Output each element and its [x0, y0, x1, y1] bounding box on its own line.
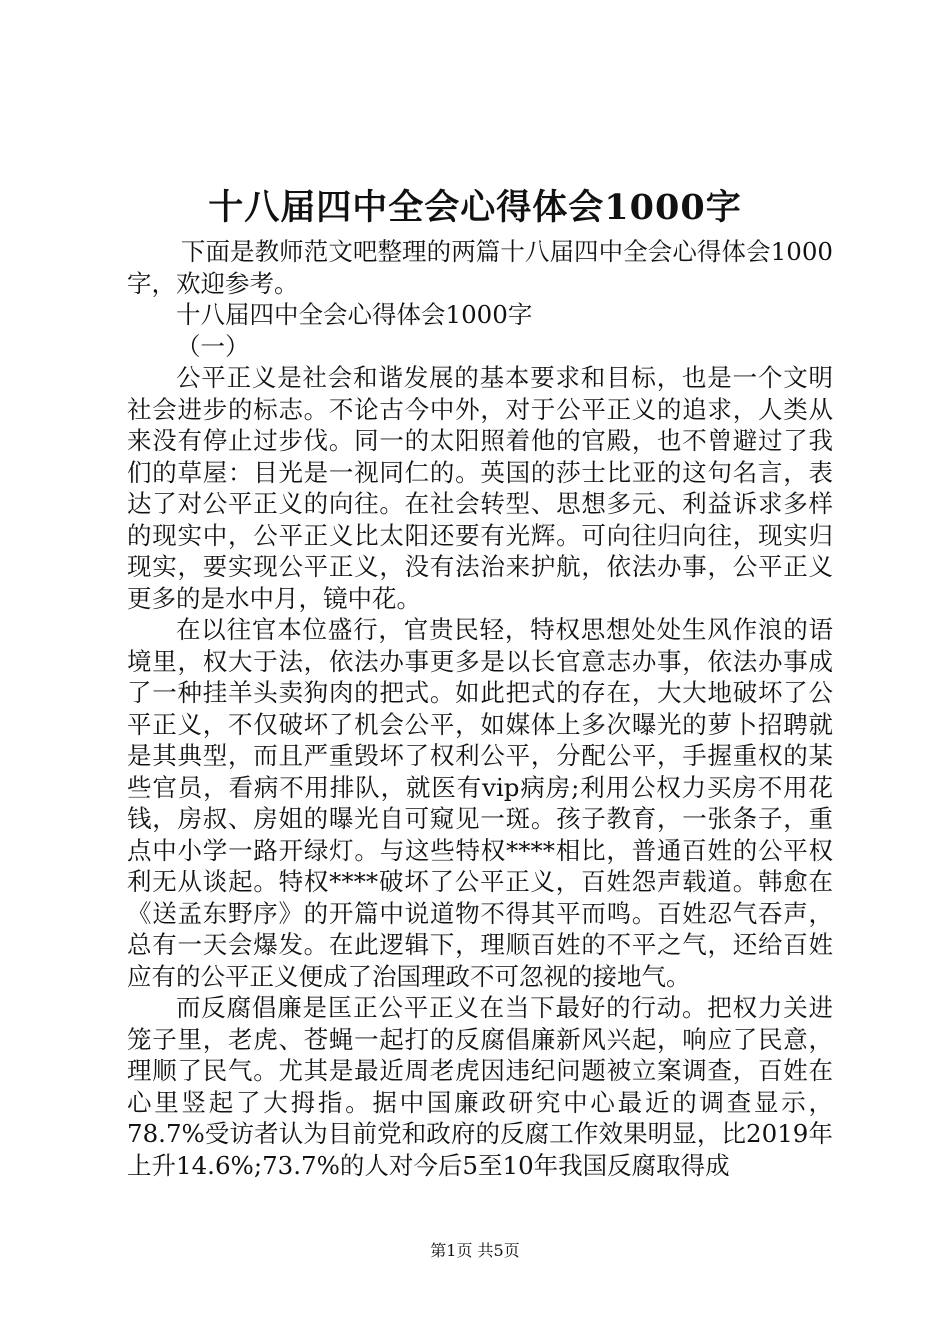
document-body [127, 236, 833, 1181]
intro-paragraph: 下面是教师范文吧整理的两篇十八届四中全会心得体会1000字，欢迎参考。 [127, 237, 833, 298]
page-footer: 第1页 共5页 [430, 1241, 520, 1260]
body-paragraph-2: 在以往官本位盛行，官贵民轻，特权思想处处生风作浪的语境里，权大于法，依法办事更多是以长官意志办事，依法办事成了一种挂羊头卖狗肉的把式。如此把式的存在，大大地破坏了公平正义，不仅破坏了机会公平，如媒体上多次曝光的萝卜招聘就是其典型，而且严重毁坏了权利公平，分配公平，手握重权的某些官员，看病不用排队，就医有vip病房;利用公权力买房不用花钱，房叔、房姐的曝光自可窥见一斑。孩子教育，一张条子，重点中小学一路开绿灯。与这些特权****相比，普通百姓的公平权利无从谈起。特权****破坏了公平正义，百姓怨声载道。韩愈在《送孟东野序》的开篇中说道物不得其平而鸣。百姓忍气吞声，总有一天会爆发。在此逻辑下，理顺百姓的不平之气，还给百姓应有的公平正义便成了治国理政不可忽视的接地气。 [127, 615, 833, 991]
section-subtitle: 十八届四中全会心得体会1000字 [176, 300, 533, 329]
section-number: （一） [176, 331, 250, 361]
document-title: 十八届四中全会心得体会1000字 [208, 187, 742, 228]
body-paragraph-1: 公平正义是社会和谐发展的基本要求和目标，也是一个文明社会进步的标志。不论古今中外，对于公平正义的追求，人类从来没有停止过步伐。同一的太阳照着他的官殿，也不曾避过了我们的草屋：目光是一视同仁的。英国的莎士比亚的这句名言，表达了对公平正义的向往。在社会转型、思想多元、利益诉求多样的现实中，公平正义比太阳还要有光辉。可向往归向往，现实归现实，要实现公平正义，没有法治来护航，依法办事，公平正义更多的是水中月，镜中花。 [127, 363, 833, 613]
body-paragraph-3: 而反腐倡廉是匡正公平正义在当下最好的行动。把权力关进笼子里，老虎、苍蝇一起打的反腐倡廉新风兴起，响应了民意，理顺了民气。尤其是最近周老虎因违纪问题被立案调查，百姓在心里竖起了大拇指。据中国廉政研究中心最近的调查显示，78.7%受访者认为目前党和政府的反腐工作效果明显，比2019年上升14.6%;73.7%的人对今后5至10年我国反腐取得成 [127, 993, 833, 1180]
